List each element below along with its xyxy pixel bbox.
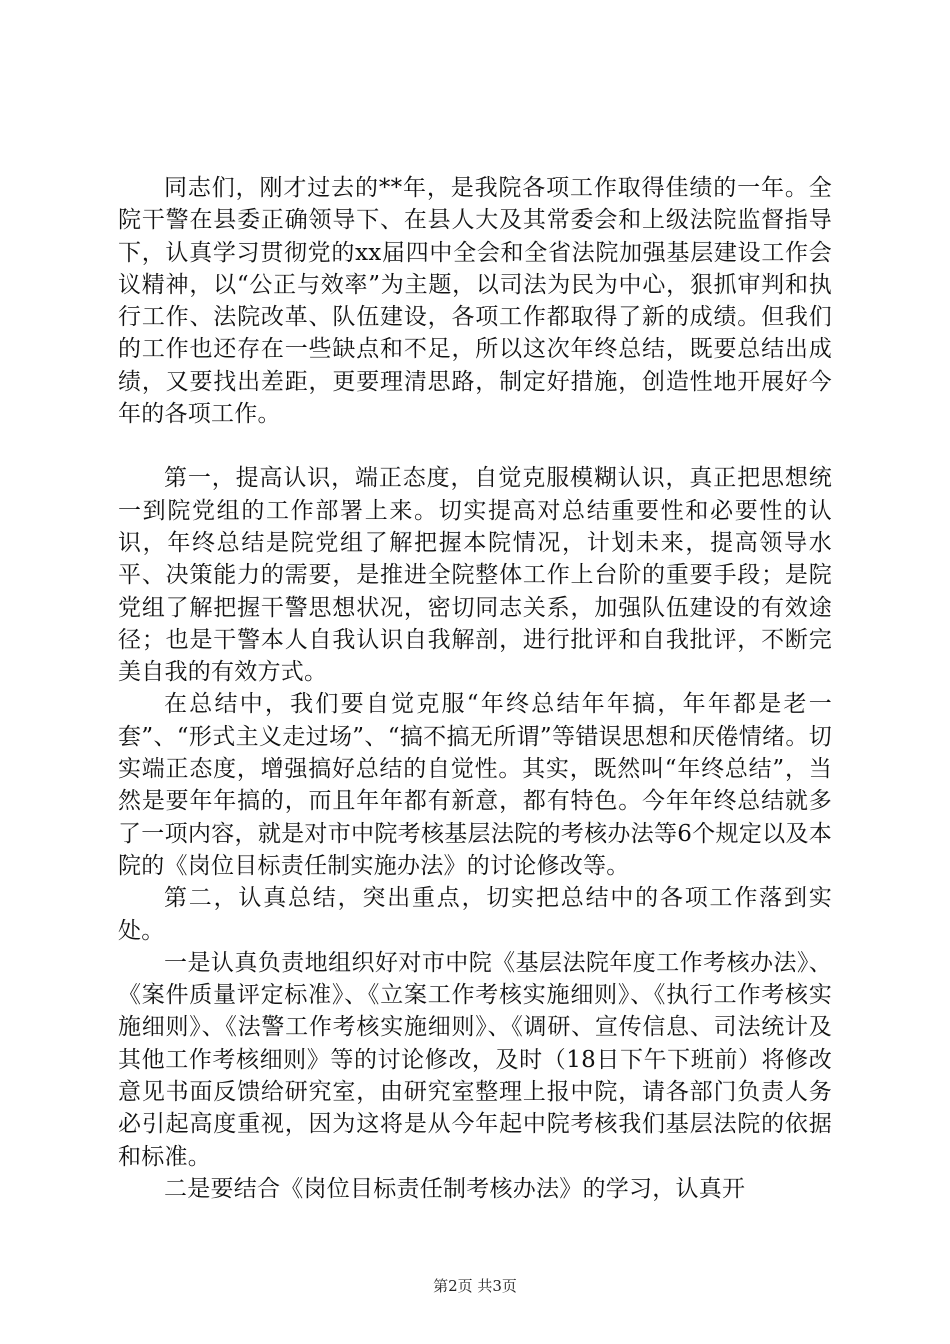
- paragraph-opening: 同志们，刚才过去的**年，是我院各项工作取得佳绩的一年。全院干警在县委正确领导下、在县人大及其常委会和上级法院监督指导下，认真学习贯彻党的xx届四中全会和全省法院加强基层建设工作会议精神，以“公正与效率”为主题，以司法为民为中心，狠抓审判和执行工作、法院改革、队伍建设，各项工作都取得了新的成绩。但我们的工作也还存在一些缺点和不足，所以这次年终总结，既要总结出成绩，又要找出差距，更要理清思路，制定好措施，创造性地开展好今年的各项工作。: [118, 175, 832, 428]
- page-footer: [0, 1276, 950, 1296]
- paragraph-item-one: 一是认真负责地组织好对市中院《基层法院年度工作考核办法》、《案件质量评定标准》、《立案工作考核实施细则》、《执行工作考核实施细则》、《法警工作考核实施细则》、《调研、宣传信息、司法统计及其他工作考核细则》等的讨论修改，及时（18日下午下班前）将修改意见书面反馈给研究室，由研究室整理上报中院，请各部门负责人务必引起高度重视，因为这将是从今年起中院考核我们基层法院的依据和标准。: [118, 949, 832, 1170]
- paragraph-summary-attitude: 在总结中，我们要自觉克服“年终总结年年搞，年年都是老一套”、“形式主义走过场”、“搞不搞无所谓”等错误思想和厌倦情绪。切实端正态度，增强搞好总结的自觉性。其实，既然叫“年终总结”，当然是要年年搞的，而且年年都有新意，都有特色。今年年终总结就多了一项内容，就是对市中院考核基层法院的考核办法等6个规定以及本院的《岗位目标责任制实施办法》的讨论修改等。: [118, 691, 832, 879]
- paragraph-point-two: 第二，认真总结，突出重点，切实把总结中的各项工作落到实处。: [118, 885, 832, 944]
- page-number: 第2页 共3页: [433, 1277, 517, 1295]
- paragraph-point-one: 第一，提高认识，端正态度，自觉克服模糊认识，真正把思想统一到院党组的工作部署上来。切实提高对总结重要性和必要性的认识，年终总结是院党组了解把握本院情况，计划未来，提高领导水平、决策能力的需要，是推进全院整体工作上台阶的重要手段；是院党组了解把握干警思想状况，密切同志关系，加强队伍建设的有效途径；也是干警本人自我认识自我解剖，进行批评和自我批评，不断完美自我的有效方式。: [118, 465, 832, 686]
- document-body: [118, 172, 832, 1205]
- paragraph-item-two: 二是要结合《岗位目标责任制考核办法》的学习，认真开: [164, 1175, 746, 1202]
